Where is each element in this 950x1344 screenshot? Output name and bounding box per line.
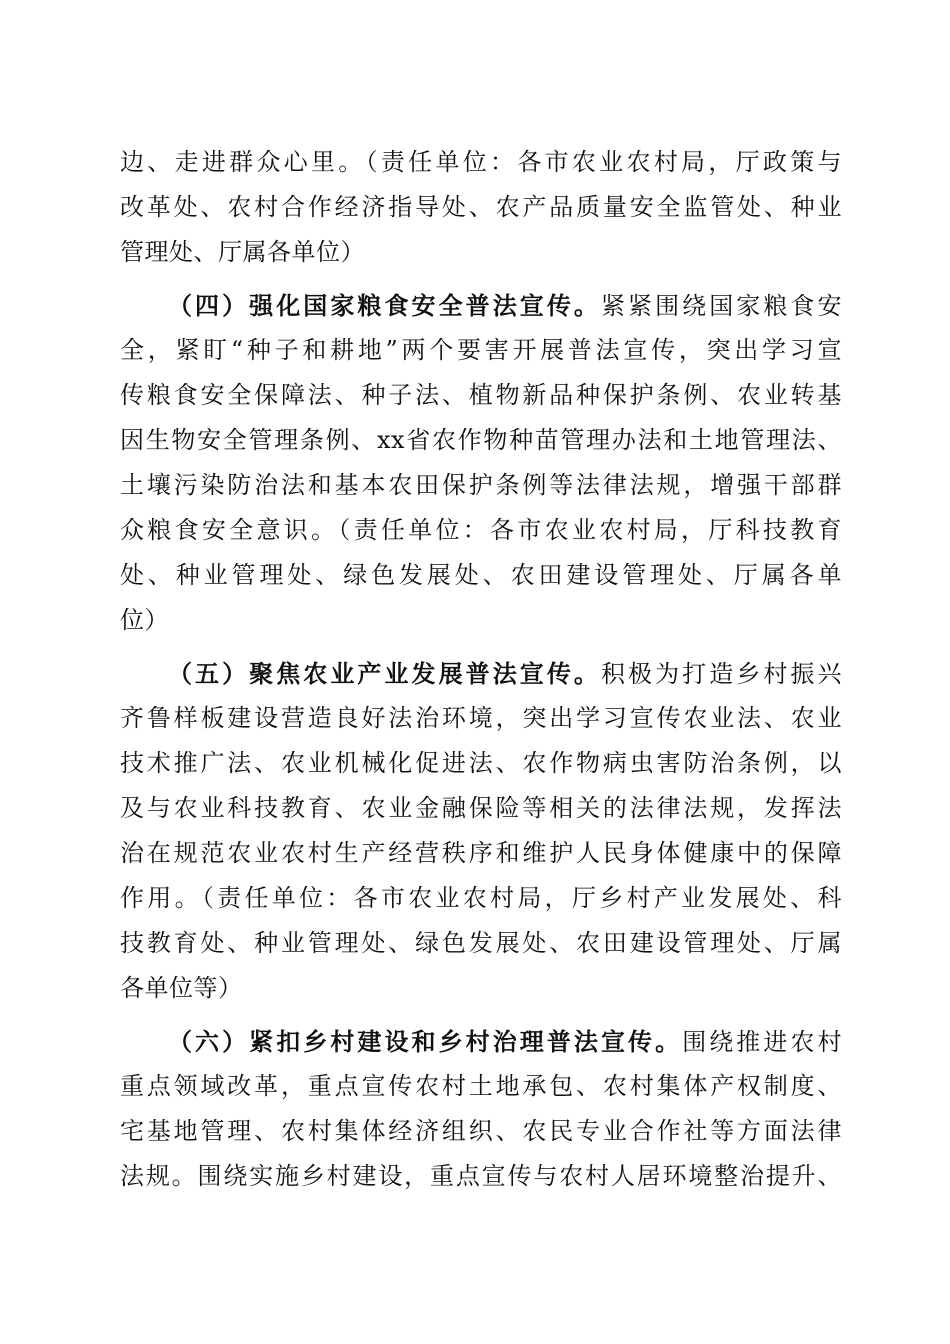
text-line: 技术推广法、农业机械化促进法、农作物病虫害防治条例，以 <box>120 749 842 777</box>
text-line: 边、走进群众心里。（责任单位：各市农业农村局，厅政策与 <box>120 148 842 176</box>
text-line: 管理处、厅属各单位） <box>120 238 365 266</box>
text-line: 传粮食安全保障法、种子法、植物新品种保护条例、农业转基 <box>120 381 842 409</box>
text-line <box>120 283 842 328</box>
text-line: 因生物安全管理条例、xx省农作物种苗管理办法和土地管理法、 <box>120 426 842 454</box>
document-body <box>120 140 842 1199</box>
section-heading: （四）强化国家粮食安全普法宣传。 <box>168 291 601 320</box>
section-heading: （六）紧扣乡村建设和乡村治理普法宣传。 <box>168 1027 683 1056</box>
text-line: 宅基地管理、农村集体经济组织、农民专业合作社等方面法律 <box>120 1117 842 1145</box>
paragraph-grain-security <box>120 283 842 643</box>
text-line: 齐鲁样板建设营造良好法治环境，突出学习宣传农业法、农业 <box>120 704 842 732</box>
text-line <box>120 651 842 696</box>
section-heading: （五）聚焦农业产业发展普法宣传。 <box>168 659 601 688</box>
paragraph-industry-development <box>120 651 842 1011</box>
text-line: 位） <box>120 606 169 634</box>
text-line: 技教育处、种业管理处、绿色发展处、农田建设管理处、厅属 <box>120 929 842 957</box>
text-span: 积极为打造乡村振兴 <box>601 660 842 688</box>
text-line: 重点领域改革，重点宣传农村土地承包、农村集体产权制度、 <box>120 1072 842 1100</box>
text-line: 处、种业管理处、绿色发展处、农田建设管理处、厅属各单 <box>120 561 842 589</box>
text-line: 各单位等） <box>120 974 243 1002</box>
text-span: 围绕推进农村 <box>682 1028 842 1056</box>
text-line: 改革处、农村合作经济指导处、农产品质量安全监管处、种业 <box>120 193 842 221</box>
text-line: 全，紧盯“种子和耕地”两个要害开展普法宣传，突出学习宣 <box>120 336 842 364</box>
text-line: 众粮食安全意识。（责任单位：各市农业农村局，厅科技教育 <box>120 516 842 544</box>
paragraph-continuation <box>120 140 842 275</box>
text-line: 及与农业科技教育、农业金融保险等相关的法律法规，发挥法 <box>120 794 842 822</box>
paragraph-rural-governance <box>120 1019 842 1199</box>
text-line: 作用。（责任单位：各市农业农村局，厅乡村产业发展处、科 <box>120 884 842 912</box>
text-line: 法规。围绕实施乡村建设，重点宣传与农村人居环境整治提升、 <box>120 1162 842 1190</box>
text-line <box>120 1019 842 1064</box>
text-line: 治在规范农业农村生产经营秩序和维护人民身体健康中的保障 <box>120 839 842 867</box>
text-span: 紧紧围绕国家粮食安 <box>601 292 842 320</box>
text-line: 土壤污染防治法和基本农田保护条例等法律法规，增强干部群 <box>120 471 842 499</box>
